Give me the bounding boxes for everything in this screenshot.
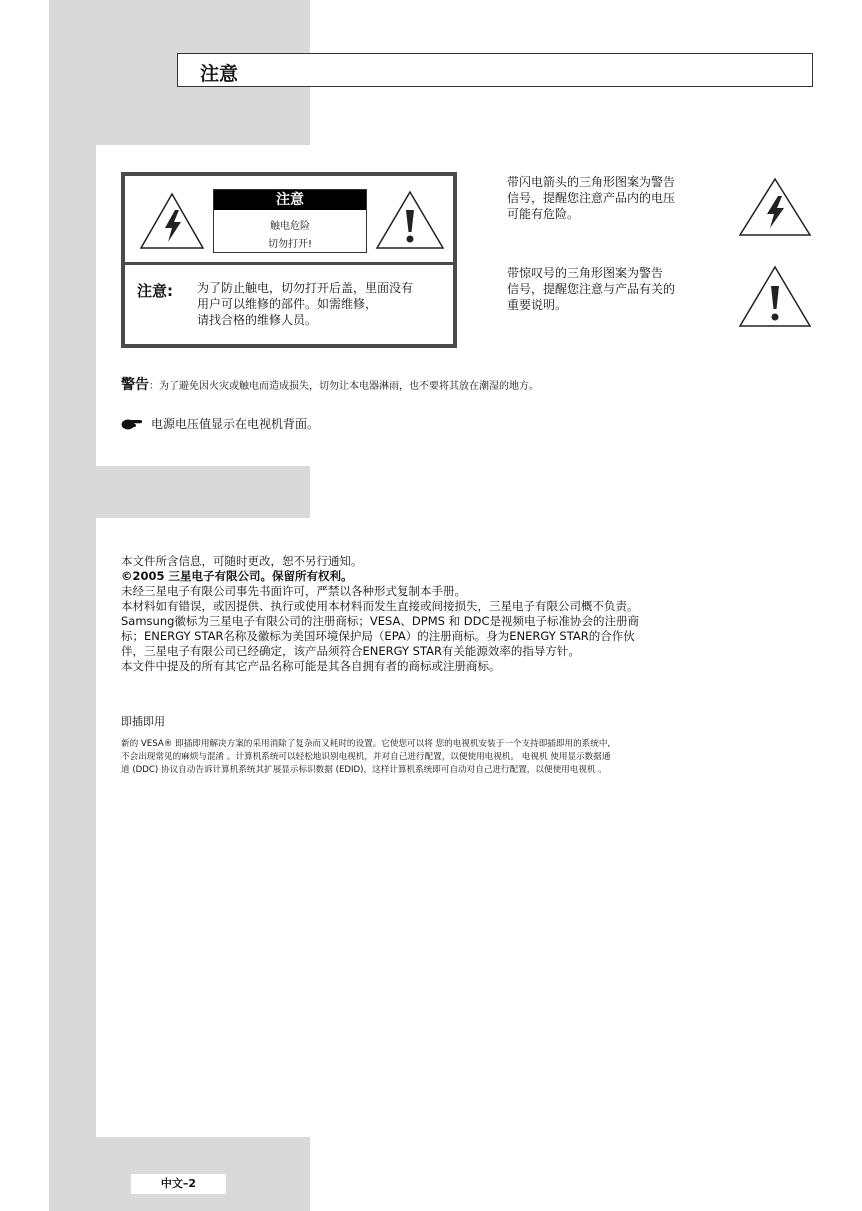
legal-line: Samsung徽标为三星电子有限公司的注册商标；VESA、DPMS 和 DDC是视频电子标准协会的注册商 [121,614,639,628]
page-number: 中文–2 [131,1174,226,1194]
legal-notice [121,554,639,674]
caution-do-not-open-text: 切勿打开! [267,239,312,250]
legal-line: 本材料如有错误，或因提供、执行或使用本材料而发生直接或间接损失，三星电子有限公司概不负责。 [121,599,639,613]
middle-gray-block [96,466,310,518]
caution-center-head: 注意 [214,190,366,210]
caution-label-box [121,172,457,348]
lightning-triangle-icon [737,176,813,238]
left-gray-strip [49,0,96,1211]
description-line: 信号，提醒您注意产品内的电压 [507,191,676,205]
plug-and-play-line: 道 (DDC) 协议自动告诉计算机系统其扩展显示标识数据 (EDID)，这样计算机系统即可自动对自己进行配置，以便使用电视机 。 [121,765,607,775]
legal-line: 标；ENERGY STAR名称及徽标为美国环境保护局（EPA）的注册商标。身为ENERGY STAR的合作伙 [121,629,635,643]
exclamation-triangle-icon [737,264,813,330]
plug-and-play-line: 不会出现常见的麻烦与混淆 。计算机系统可以轻松地识别电视机，并对自己进行配置，以便使用电视机。 电视机 使用显示数据通 [121,752,611,762]
legal-line: 未经三星电子有限公司事先书面许可，严禁以各种形式复制本手册。 [121,584,466,598]
caution-center-label [213,189,367,253]
caution-shock-text: 触电危险 [270,221,310,232]
warning-label: 警告 [121,377,149,393]
caution-notice-body [197,280,457,328]
exclamation-triangle-icon [373,188,447,252]
description-line: 可能有危险。 [507,207,580,221]
exclamation-description [507,265,675,313]
plug-and-play-heading: 即插即用 [121,715,165,728]
plug-and-play-line: 新的 VESA® 即插即用解决方案的采用消除了复杂而又耗时的设置。它使您可以将 您的电视机安装于一个支持即插即用的系统中, [121,739,611,749]
caution-notice-label: 注意: [137,282,173,300]
lightning-triangle-icon [137,190,207,252]
legal-line: ©2005 三星电子有限公司。保留所有权利。 [121,569,353,583]
description-line: 信号，提醒您注意与产品有关的 [507,282,676,296]
fire-warning [121,374,539,394]
legal-line: 本文件所含信息，可随时更改，恕不另行通知。 [121,554,363,568]
warning-text: ：为了避免因火灾或触电而造成损失，切勿让本电器淋雨，也不要将其放在潮湿的地方。 [149,381,539,392]
section-title-box [177,53,813,87]
page-title: 注意 [200,63,239,85]
lightning-description [507,174,675,222]
caution-notice-line: 请找合格的维修人员。 [197,313,318,327]
description-line: 带惊叹号的三角形图案为警告 [507,266,664,280]
caution-notice-line: 为了防止触电，切勿打开后盖，里面没有 [197,281,414,295]
description-line: 带闪电箭头的三角形图案为警告 [507,175,676,189]
power-note [121,415,319,432]
pointing-hand-icon [121,418,143,430]
caution-notice-line: 用户可以维修的部件。如需维修， [197,297,378,311]
caution-divider [125,262,453,265]
description-line: 重要说明。 [507,298,568,312]
power-note-text: 电源电压值显示在电视机背面。 [151,417,320,431]
plug-and-play-body [121,738,610,777]
legal-line: 伴，三星电子有限公司已经确定，该产品须符合ENERGY STAR有关能源效率的指导方针。 [121,644,580,658]
legal-line: 本文件中提及的所有其它产品名称可能是其各自拥有者的商标或注册商标。 [121,659,501,673]
